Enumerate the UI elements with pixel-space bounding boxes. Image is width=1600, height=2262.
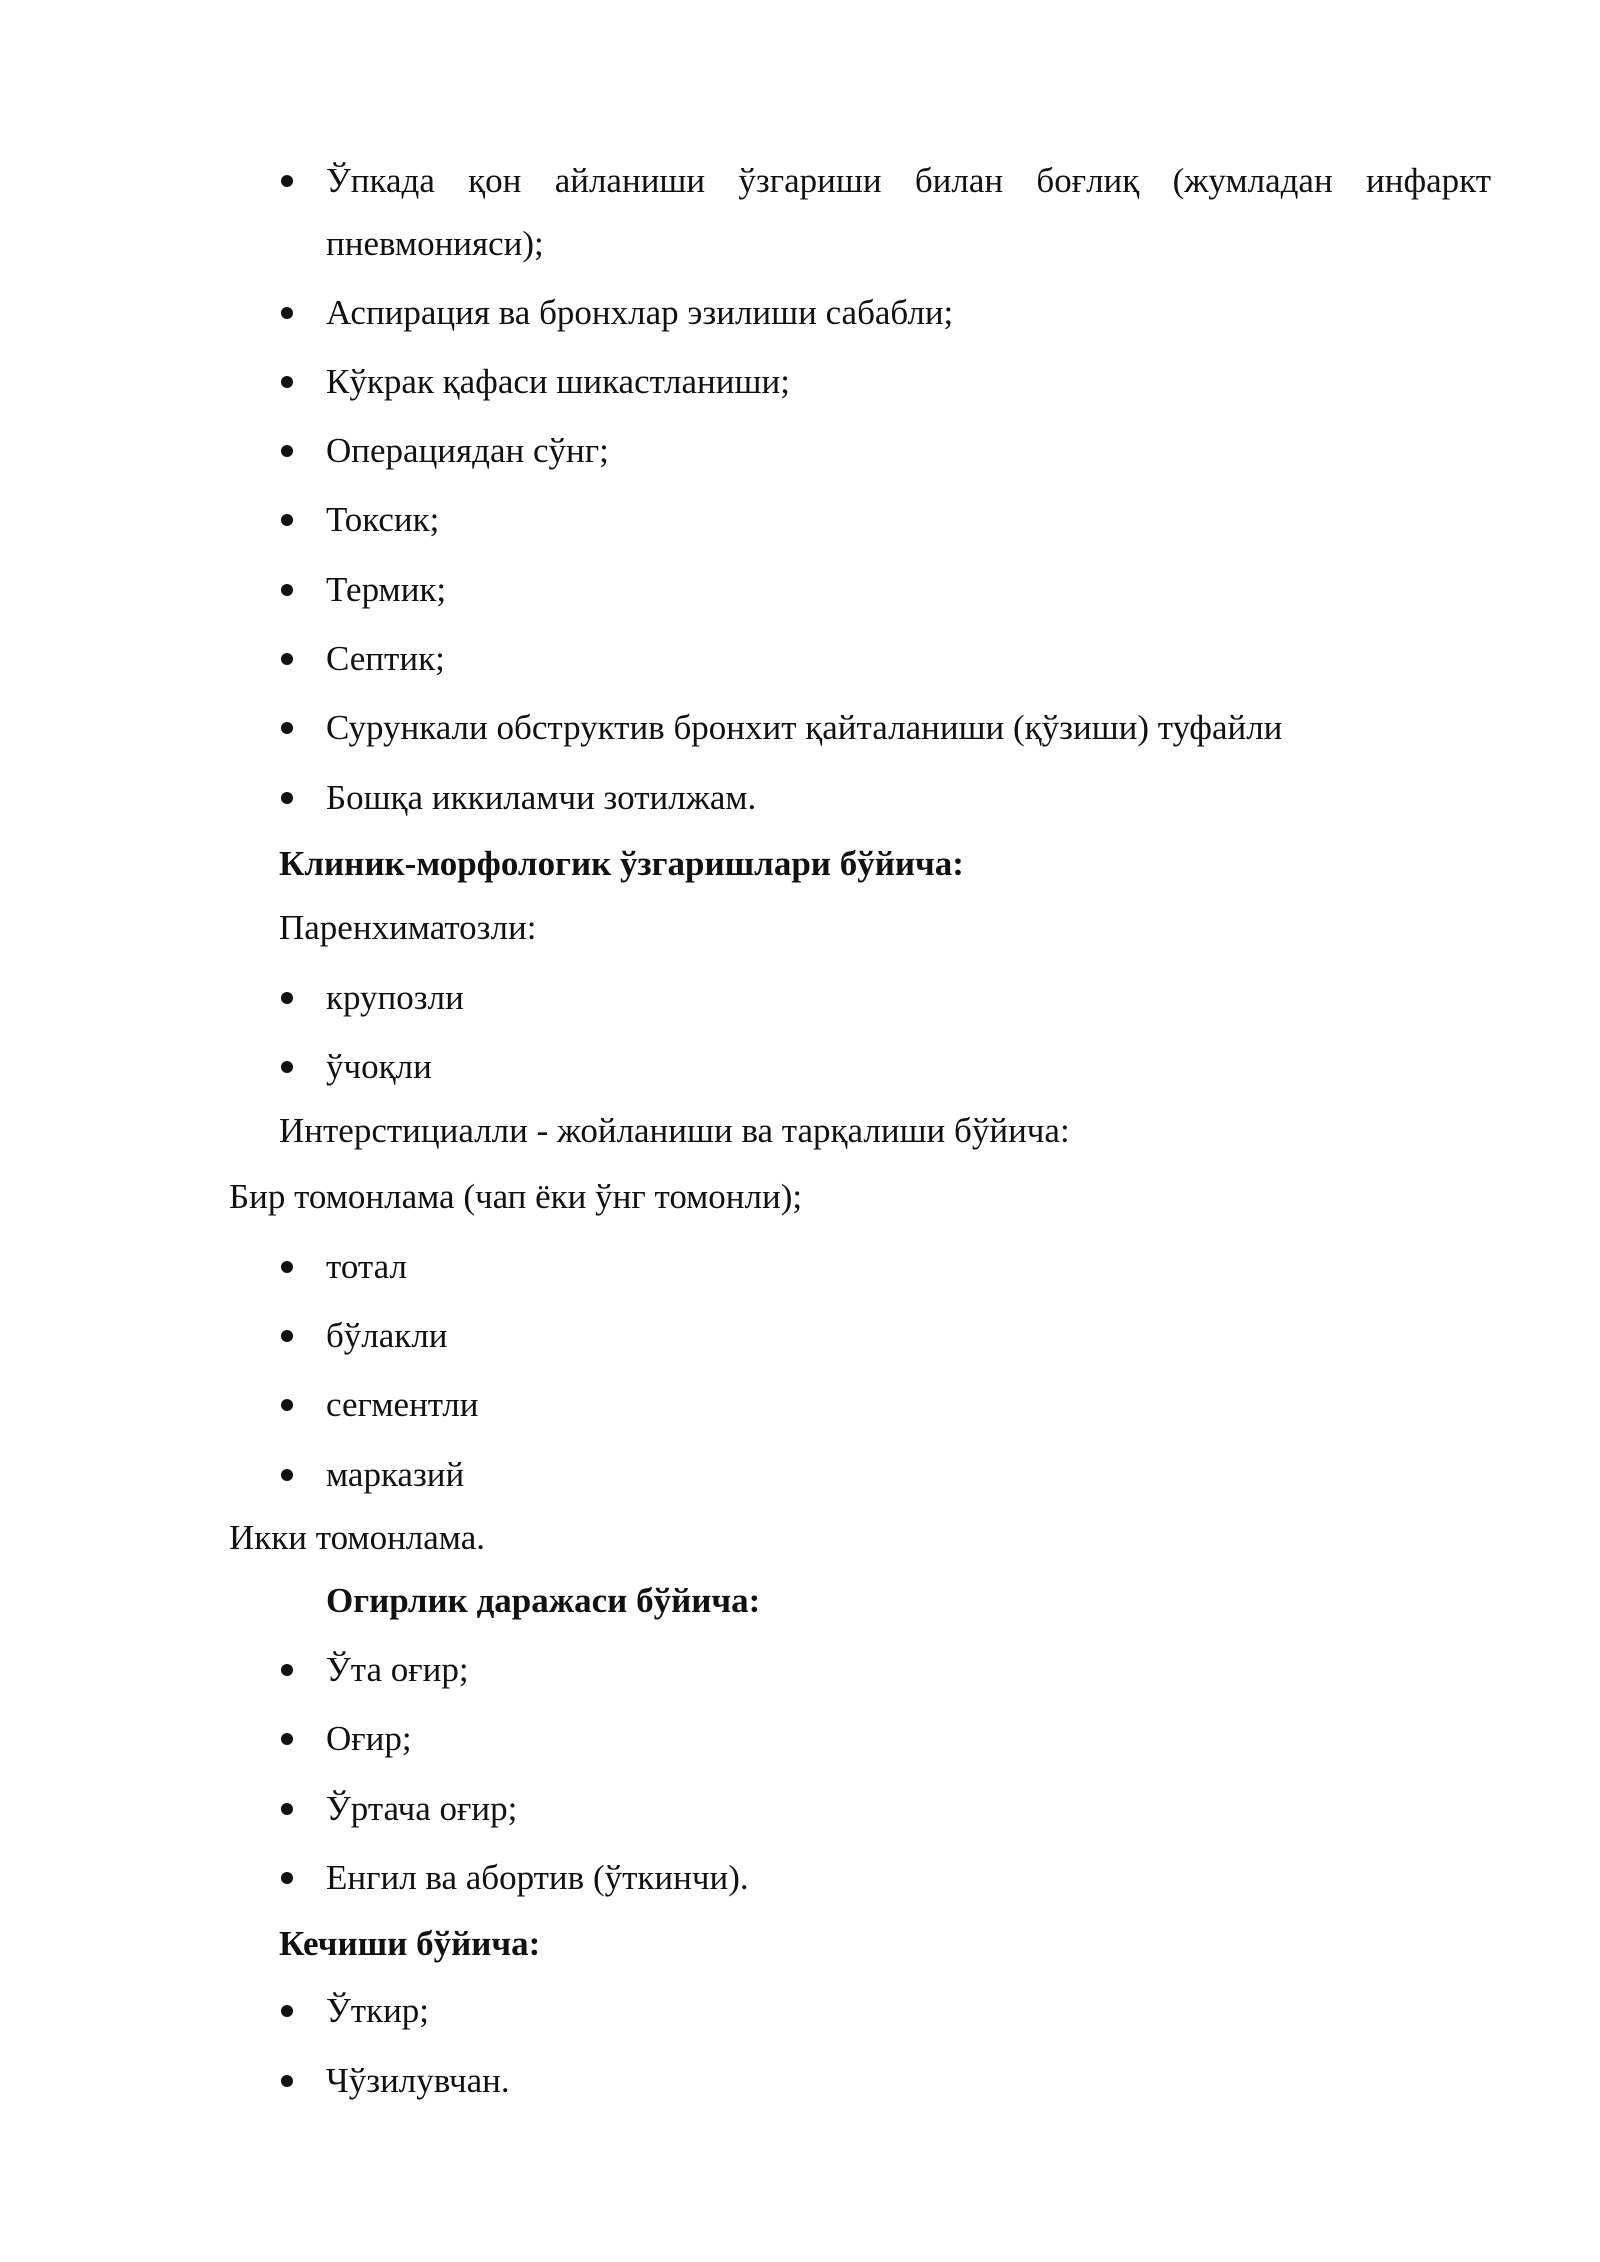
bullet-icon xyxy=(281,2075,293,2087)
unilateral-label: Бир томонлама (чап ёки ўнг томонли); xyxy=(229,1177,803,1216)
parenchymal-label: Паренхиматозли: xyxy=(279,908,537,947)
list-item-text: Ўта оғир; xyxy=(326,1650,469,1689)
list-item-text: Ўртача оғир; xyxy=(326,1789,518,1828)
list-item-continuation: пневмонияси); xyxy=(326,224,544,263)
list-item-text: Термик; xyxy=(326,570,447,609)
bullet-icon xyxy=(281,307,293,319)
list-item-text: Аспирация ва бронхлар эзилиши сабабли; xyxy=(326,293,954,332)
bullet-icon xyxy=(281,2005,293,2017)
bullet-icon xyxy=(281,175,293,187)
bullet-icon xyxy=(281,653,293,665)
bullet-icon xyxy=(281,722,293,734)
bullet-icon xyxy=(281,992,293,1004)
list-item-text: Ўткир; xyxy=(326,1991,430,2030)
bullet-icon xyxy=(281,1803,293,1815)
list-item-text: Бошқа иккиламчи зотилжам. xyxy=(326,778,757,817)
list-item-text: сегментли xyxy=(326,1385,479,1424)
list-item-text: ўчоқли xyxy=(326,1047,432,1086)
bullet-icon xyxy=(281,1261,293,1273)
bullet-icon xyxy=(281,1469,293,1481)
list-item-text: Токсик; xyxy=(326,500,440,539)
list-item-text: Операциядан сўнг; xyxy=(326,431,609,470)
list-item-text: крупозли xyxy=(326,978,464,1017)
bullet-icon xyxy=(281,1330,293,1342)
list-item-text: Оғир; xyxy=(326,1719,412,1758)
bullet-icon xyxy=(281,1399,293,1411)
bullet-icon xyxy=(281,1872,293,1884)
bullet-icon xyxy=(281,1061,293,1073)
bullet-icon xyxy=(281,376,293,388)
bullet-icon xyxy=(281,445,293,457)
list-item-text: марказий xyxy=(326,1455,465,1494)
bullet-icon xyxy=(281,1664,293,1676)
section-heading-clinical: Клиник-морфологик ўзгаришлари бўйича: xyxy=(279,844,964,883)
list-item-text: Септик; xyxy=(326,639,445,678)
list-item-text: бўлакли xyxy=(326,1316,448,1355)
list-item-text: Енгил ва абортив (ўткинчи). xyxy=(326,1858,749,1897)
bullet-icon xyxy=(281,584,293,596)
bilateral-label: Икки томонлама. xyxy=(229,1518,486,1557)
list-item-text: тотал xyxy=(326,1247,407,1286)
bullet-icon xyxy=(281,514,293,526)
interstitial-label: Интерстициалли - жойланиши ва тарқалиши бўйича: xyxy=(279,1111,1070,1150)
bullet-icon xyxy=(281,1733,293,1745)
section-heading-course: Кечиши бўйича: xyxy=(279,1924,541,1963)
bullet-icon xyxy=(281,792,293,804)
list-item-text: Кўкрак қафаси шикастланиши; xyxy=(326,362,790,401)
list-item-text: Чўзилувчан. xyxy=(326,2061,510,2100)
list-item-text: Ўпкада қон айланиши ўзгариши билан боғлиқ (жумладан инфаркт xyxy=(326,161,1491,200)
list-item-text: Сурункали обструктив бронхит қайталаниши (қўзиши) туфайли xyxy=(326,708,1283,747)
section-heading-severity: Огирлик даражаси бўйича: xyxy=(326,1581,761,1620)
